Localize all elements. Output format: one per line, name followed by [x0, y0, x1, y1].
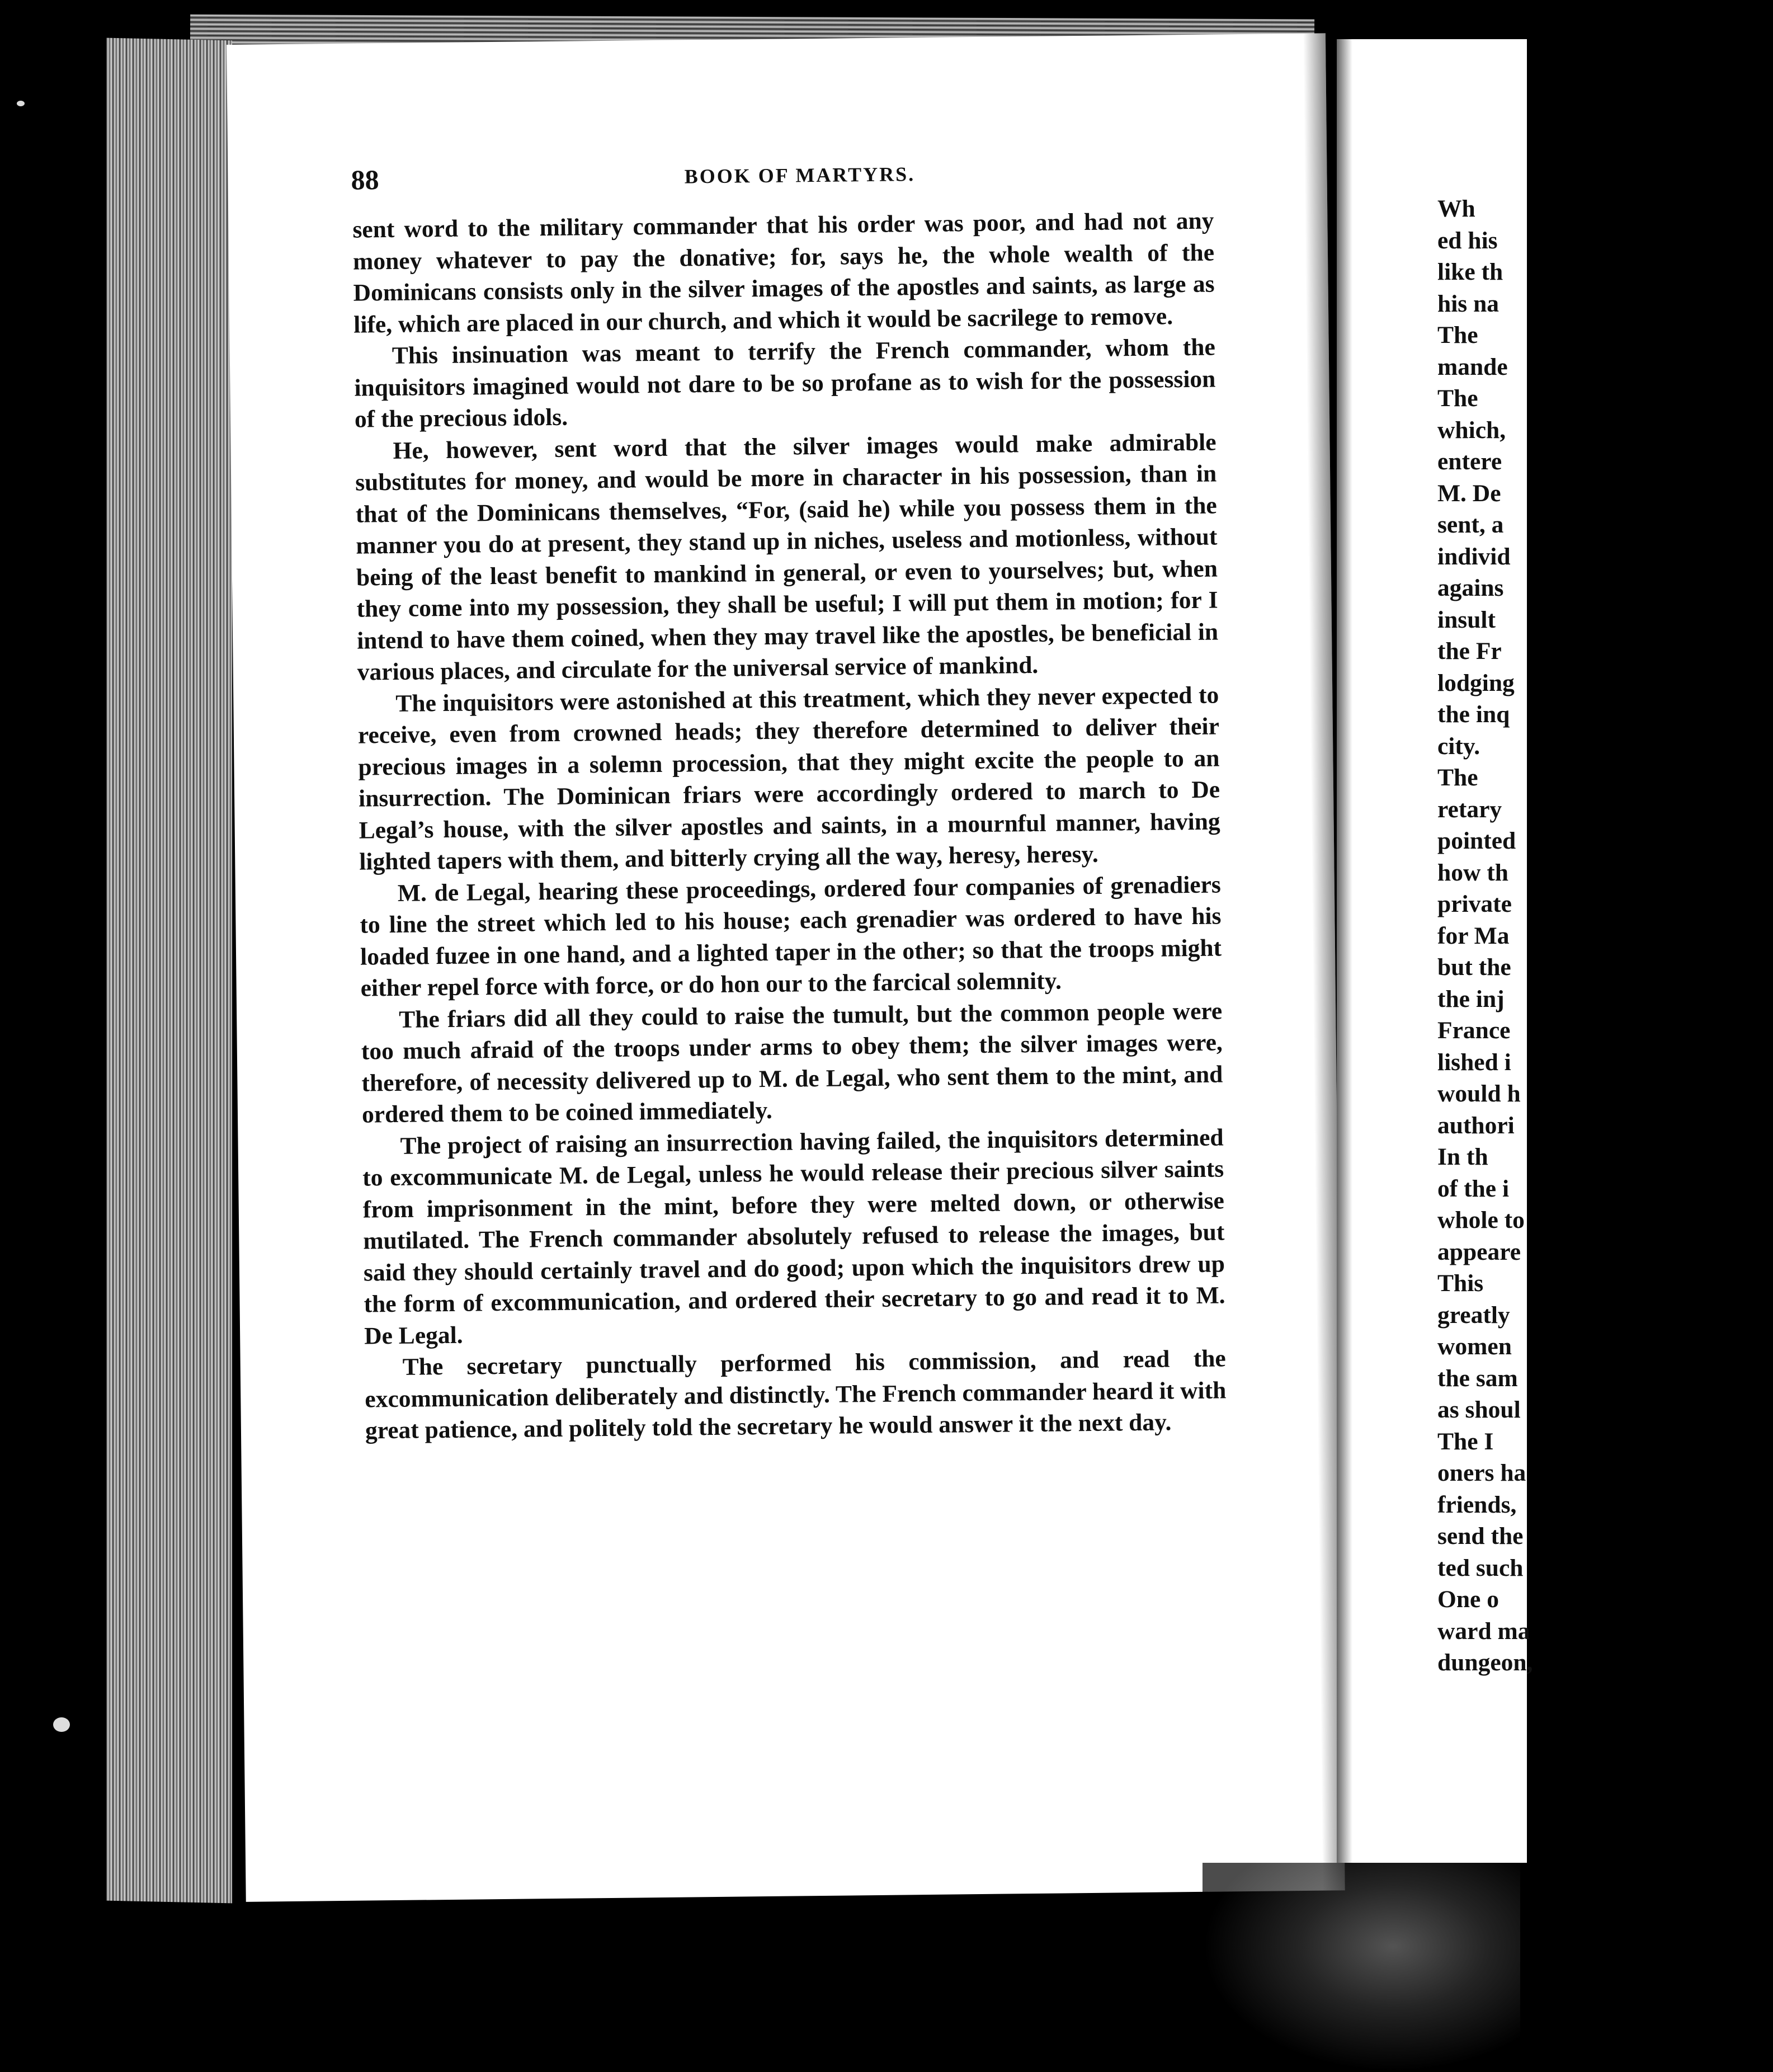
- right-page-line: lished i: [1437, 1048, 1511, 1076]
- right-page-line: In th: [1437, 1143, 1488, 1170]
- paragraph: The inquisitors were astonished at this treatment, which they never expected to receive, even from crowned heads; they therefore determined to deliver their precious images in a solemn procession, that they might excite the people to an insurrection. The Dominican friars were accordingly ordered to march to De Legal’s house, with the silver apostles and saints, in a mournful manner, having lighted tapers with them, and bitterly crying all the way, heresy, heresy.: [357, 681, 1220, 875]
- running-title: BOOK OF MARTYRS.: [684, 163, 916, 188]
- right-page-line: greatly: [1437, 1301, 1510, 1329]
- right-page-line: oners ha: [1437, 1459, 1526, 1486]
- right-page-line: the sam: [1437, 1364, 1518, 1392]
- left-page: [227, 33, 1345, 1901]
- right-page-line: France: [1437, 1017, 1511, 1044]
- paragraph: M. de Legal, hearing these proceedings, ordered four companies of grenadiers to line the street which led to his house; each grenadier was ordered to have his loaded fuzee in one hand, and a lighted taper in the other; so that the troops might either repel force with force, or do hon our to the farcical solemnity.: [360, 870, 1222, 1002]
- right-page-line: sent, a: [1437, 511, 1504, 538]
- right-page-line: the inj: [1437, 985, 1505, 1013]
- right-page-line: agains: [1437, 574, 1504, 601]
- right-page-line: the inq: [1437, 701, 1510, 728]
- right-page-line: women: [1437, 1333, 1512, 1360]
- paragraph: The secretary punctually performed his commission, and read the excommunication deliberately and distinctly. The French commander heard it with great patience, and politely told the secretary he would answer it the next day.: [365, 1345, 1227, 1444]
- right-page-line: The: [1437, 322, 1478, 349]
- right-page-line: friends,: [1437, 1491, 1517, 1518]
- right-page-line: authori: [1437, 1112, 1515, 1139]
- right-page-line: for Ma: [1437, 922, 1510, 949]
- right-page-line: ed his: [1437, 227, 1498, 254]
- right-page-line: individ: [1437, 543, 1511, 570]
- right-page: [1337, 39, 1533, 1863]
- right-page-line: Wh: [1437, 195, 1475, 222]
- right-page-line: insult: [1437, 606, 1496, 633]
- right-page-line: entere: [1437, 448, 1502, 475]
- right-page-line: lodging: [1437, 669, 1515, 696]
- right-page-line: The: [1437, 385, 1478, 412]
- right-page-line: appeare: [1437, 1238, 1521, 1265]
- right-page-line: as shoul: [1437, 1396, 1521, 1423]
- right-page-line: city.: [1437, 732, 1480, 760]
- right-page-line: retary: [1437, 795, 1502, 823]
- page-number: 88: [351, 164, 379, 196]
- right-page-line: like th: [1437, 258, 1503, 285]
- running-head: [351, 154, 1249, 197]
- body-text: [352, 205, 1227, 1447]
- paragraph: sent word to the military commander that his order was poor, and had not any money whatever to pay the donative; for, says he, the whole wealth of the Dominicans consists only in the silver images of the apostles and saints, as large as life, which are placed in our church, and which it would be sacrilege to remove.: [352, 207, 1215, 338]
- right-page-line: which,: [1437, 416, 1506, 444]
- scan-speck: [17, 101, 25, 106]
- right-page-line: send the: [1437, 1523, 1524, 1550]
- right-page-line: mande: [1437, 353, 1508, 380]
- right-page-line: whole to: [1437, 1207, 1525, 1233]
- right-page-line: of the i: [1437, 1175, 1510, 1202]
- paragraph: This insinuation was meant to terrify the French commander, whom the inquisitors imagined would not dare to be so profane as to wish for the possession of the precious idols.: [354, 333, 1216, 433]
- right-page-line: how th: [1437, 859, 1508, 886]
- paragraph: The friars did all they could to raise the tumult, but the common people were too much afraid of the troops under arms to obey them; the silver images were, therefore, of necessity delivered up to M. de Legal, who sent them to the mint, and ordered them to be coined immediately.: [361, 997, 1223, 1128]
- paragraph: He, however, sent word that the silver images would make admirable substitutes for money, and would be more in character in his possession, than in that of the Dominicans themselves, “For, (said he) while you possess them in the manner you do at present, they stand up in niches, useless and motionless, without being of the least benefit to mankind in general, or even to yourselves; but, when they come into my possession, they shall be useful; I will put them in motion; for I intend to have them coined, when they may travel like the apostles, be beneficial in various places, and circulate for the universal service of mankind.: [355, 428, 1219, 686]
- right-page-line: the Fr: [1437, 638, 1502, 665]
- right-page-text: [1437, 193, 1773, 1679]
- book-fore-edge: [106, 38, 232, 1904]
- right-page-line: ted such: [1437, 1554, 1524, 1581]
- right-page-line: One o: [1437, 1586, 1499, 1613]
- scan-speck: [53, 1717, 70, 1732]
- right-page-line: ward ma: [1437, 1617, 1530, 1645]
- right-page-line: The I: [1437, 1428, 1494, 1455]
- right-page-line: pointed: [1437, 827, 1516, 854]
- right-page-line: The: [1437, 764, 1478, 791]
- scan-debris: [1203, 1863, 1520, 2072]
- right-page-line: his na: [1437, 290, 1499, 317]
- right-page-line: private: [1437, 891, 1512, 917]
- right-page-line: dungeon,: [1437, 1649, 1533, 1676]
- right-page-line: would h: [1437, 1080, 1521, 1107]
- right-gutter-shadow: [1337, 39, 1352, 1863]
- right-page-line: but the: [1437, 954, 1511, 981]
- right-page-line: M. De: [1437, 479, 1501, 507]
- paragraph: The project of raising an insurrection having failed, the inquisitors determined to excommunicate M. de Legal, unless he would release their precious silver saints from imprisonment in the mint, before they were melted down, or otherwise mutilated. The French commander absolutely refused to release the images, but said they should certainly travel and do good; upon which the inquisitors drew up the form of excommunication, and ordered their secretary to go and read it to M. De Legal.: [362, 1123, 1225, 1350]
- right-page-line: This: [1437, 1270, 1484, 1297]
